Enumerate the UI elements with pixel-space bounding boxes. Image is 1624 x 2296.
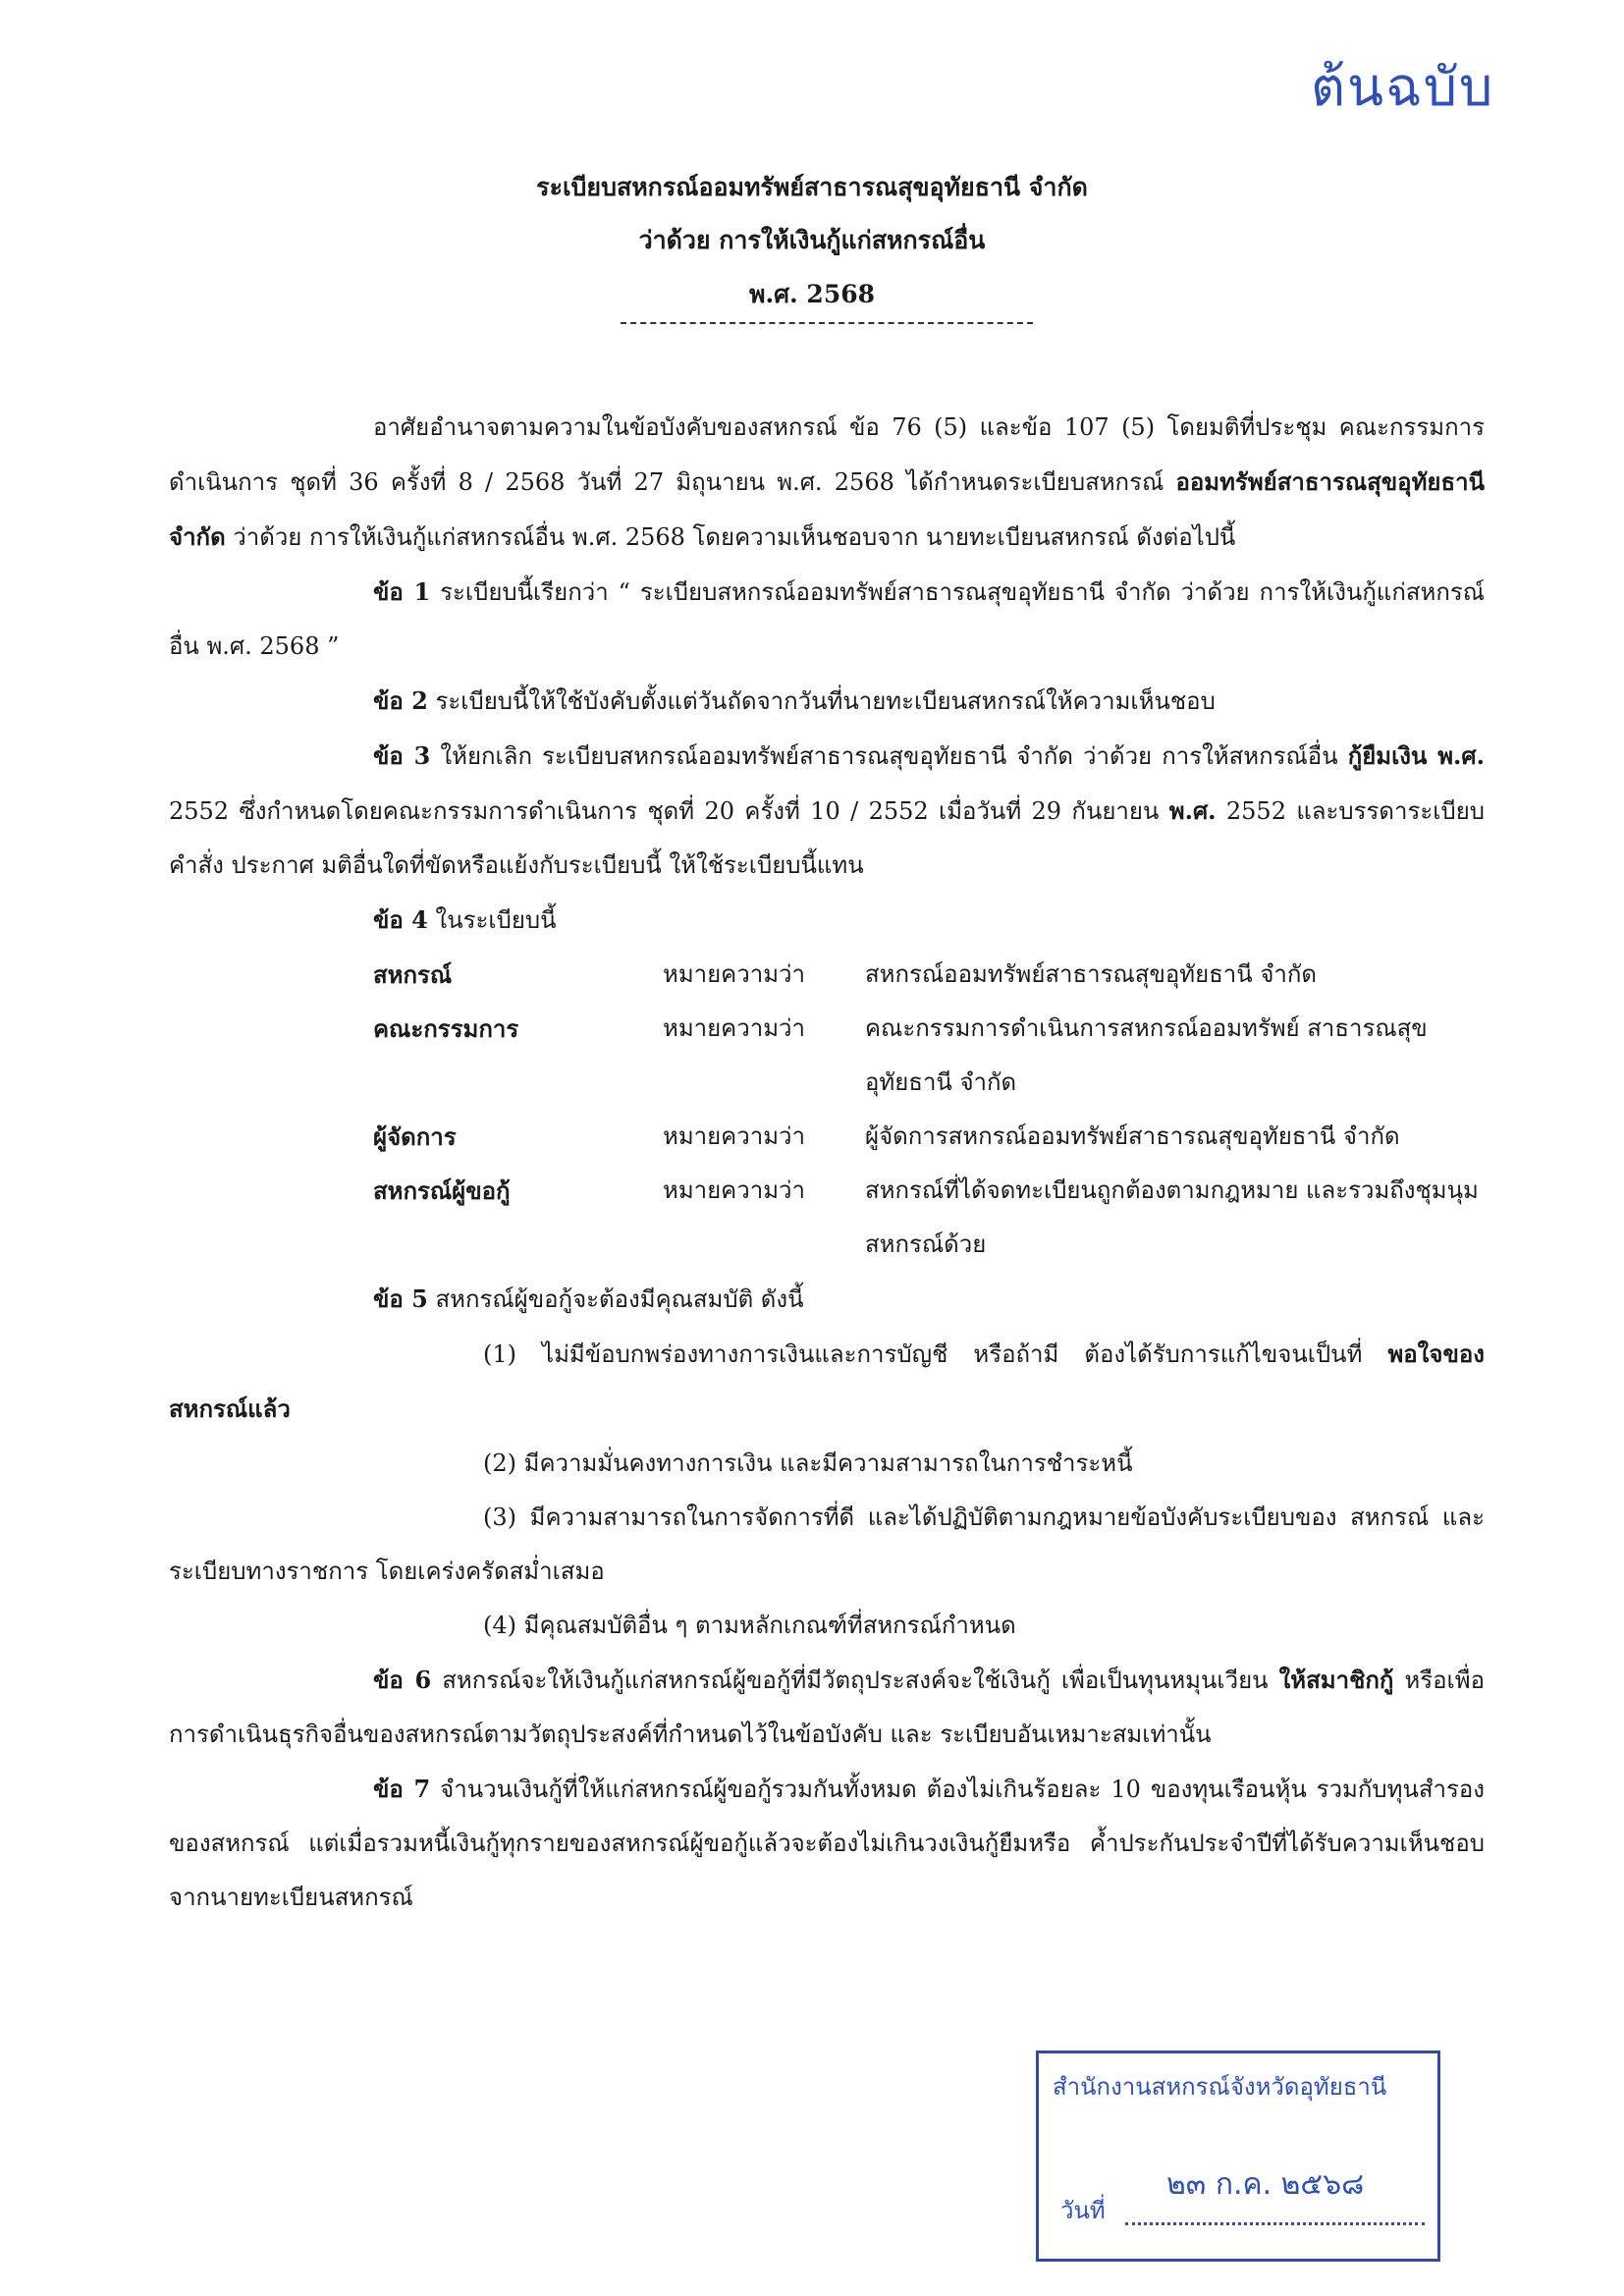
preamble-text-a: อาศัยอำนาจตามความในข้อบังคับของสหกรณ์ ข้อ 76 (5) และข้อ 107 (5) โดยมติที่ประชุม คณะกรรมการดำเนินการ ชุดที่ 36 ครั้งที่ 8 / 2568 วันที่ 27 มิถุนายน พ.ศ. 2568 ได้กำหนดระเบียบสหกรณ์ bbox=[169, 413, 1485, 496]
clause-2-text: ระเบียบนี้ให้ใช้บังคับตั้งแต่วันถัดจากวันที่นายทะเบียนสหกรณ์ให้ความเห็นชอบ bbox=[427, 687, 1216, 715]
clause-3 bbox=[169, 729, 1485, 893]
preamble bbox=[169, 401, 1485, 565]
clause-5-text: สหกรณ์ผู้ขอกู้จะต้องมีคุณสมบัติ ดังนี้ bbox=[427, 1285, 804, 1313]
definition-term: สหกรณ์ bbox=[373, 960, 453, 989]
clause-5-item bbox=[169, 1599, 1485, 1653]
definition-text: สหกรณ์ออมทรัพย์สาธารณสุขอุทัยธานี จำกัด bbox=[865, 960, 1317, 988]
clause-6-label: ข้อ 6 bbox=[373, 1666, 432, 1694]
clause-4-label: ข้อ 4 bbox=[373, 905, 428, 934]
clause-4 bbox=[169, 893, 1485, 948]
clause-3-text-c: 2552 ซึ่งกำหนดโดยคณะกรรมการดำเนินการ ชุดที่ 20 ครั้งที่ 10 / 2552 เมื่อวันที่ 29 กันยายน bbox=[169, 797, 1160, 825]
stamp-date-label: วันที่ bbox=[1060, 2197, 1106, 2224]
clause-6 bbox=[169, 1653, 1485, 1762]
definition-row bbox=[373, 1164, 1485, 1272]
clause-3-label: ข้อ 3 bbox=[373, 741, 431, 770]
document-title: ระเบียบสหกรณ์ออมทรัพย์สาธารณสุขอุทัยธานี จำกัด bbox=[536, 173, 1088, 201]
document-subtitle: ว่าด้วย การให้เงินกู้แก่สหกรณ์อื่น bbox=[638, 226, 986, 254]
definition-term: คณะกรรมการ bbox=[373, 1014, 519, 1043]
clause-7-label: ข้อ 7 bbox=[373, 1775, 431, 1803]
clause-1-label: ข้อ 1 bbox=[373, 577, 431, 606]
definition-means: หมายความว่า bbox=[663, 1014, 805, 1042]
clause-4-text: ในระเบียบนี้ bbox=[427, 906, 557, 934]
definition-means: หมายความว่า bbox=[663, 1176, 805, 1204]
clause-2 bbox=[169, 674, 1485, 729]
clause-6-text-a: สหกรณ์จะให้เงินกู้แก่สหกรณ์ผู้ขอกู้ที่มีวัตถุประสงค์จะใช้เงินกู้ เพื่อเป็นทุนหมุนเวียน bbox=[431, 1667, 1269, 1694]
clause-6-text-c: หรือเพื่อการดำเนินธุรกิจอื่นของสหกรณ์ตามวัตถุประสงค์ที่กำหนดไว้ในข้อบังคับ และ ระเบียบอันเหมาะสมเท่านั้น bbox=[169, 1667, 1485, 1748]
title-divider bbox=[621, 322, 1033, 324]
definition-means: หมายความว่า bbox=[663, 1122, 805, 1150]
clause-5-item-text: (3) มีความสามารถในการจัดการที่ดี และได้ปฏิบัติตามกฎหมายข้อบังคับระเบียบของ สหกรณ์ และระเบียบทางราชการ โดยเคร่งครัดสม่ำเสมอ bbox=[169, 1503, 1485, 1585]
clause-2-label: ข้อ 2 bbox=[373, 686, 428, 715]
clause-5-item-text: (2) มีความมั่นคงทางการเงิน และมีความสามารถในการชำระหนี้ bbox=[483, 1449, 1133, 1477]
document-body bbox=[169, 401, 1485, 1925]
definition-row bbox=[373, 948, 1485, 1002]
definition-text: สหกรณ์ที่ได้จดทะเบียนถูกต้องตามกฎหมาย และรวมถึงชุมนุมสหกรณ์ด้วย bbox=[865, 1176, 1479, 1258]
clause-5-item bbox=[169, 1327, 1485, 1437]
clause-7-text: จำนวนเงินกู้ที่ให้แก่สหกรณ์ผู้ขอกู้รวมกันทั้งหมด ต้องไม่เกินร้อยละ 10 ของทุนเรือนหุ้น รวมกับทุนสำรองของสหกรณ์ แต่เมื่อรวมหนี้เงินกู้ทุกรายของสหกรณ์ผู้ขอกู้แล้วจะต้องไม่เกินวงเงินกู้ยืมหรือ ค้ำประกันประจำปีที่ได้รับความเห็นชอบจากนายทะเบียนสหกรณ์ bbox=[169, 1776, 1486, 1911]
clause-3-text-d: พ.ศ. bbox=[1168, 796, 1217, 825]
clause-5-item-text: (4) มีคุณสมบัติอื่น ๆ ตามหลักเกณฑ์ที่สหกรณ์กำหนด bbox=[483, 1612, 1016, 1639]
clause-5-item bbox=[169, 1491, 1485, 1599]
stamp-office: สำนักงานสหกรณ์จังหวัดอุทัยธานี bbox=[1053, 2073, 1387, 2101]
clause-3-text-a: ให้ยกเลิก ระเบียบสหกรณ์ออมทรัพย์สาธารณสุขอุทัยธานี จำกัด ว่าด้วย การให้สหกรณ์อื่น bbox=[430, 742, 1338, 770]
definition-text: คณะกรรมการดำเนินการสหกรณ์ออมทรัพย์ สาธารณสุขอุทัยธานี จำกัด bbox=[865, 1014, 1428, 1096]
clause-1-text: ระเบียบนี้เรียกว่า “ ระเบียบสหกรณ์ออมทรัพย์สาธารณสุขอุทัยธานี จำกัด ว่าด้วย การให้เงินกู้แก่สหกรณ์อื่น พ.ศ. 2568 ” bbox=[169, 578, 1486, 660]
clause-5-label: ข้อ 5 bbox=[373, 1285, 428, 1313]
clause-6-text-b: ให้สมาชิกกู้ bbox=[1278, 1666, 1394, 1694]
clause-5-item-tail: พอใจของสหกรณ์แล้ว bbox=[169, 1339, 1485, 1423]
definition-row bbox=[373, 1110, 1485, 1164]
definition-row bbox=[373, 1002, 1485, 1110]
preamble-text-b: ออมทรัพย์สาธารณสุขอุทัยธานี จำกัด bbox=[169, 467, 1485, 551]
clause-7 bbox=[169, 1762, 1485, 1925]
clause-1 bbox=[169, 565, 1485, 674]
stamp-date-dots bbox=[1125, 2222, 1425, 2225]
clause-3-text-b: กู้ยืมเงิน พ.ศ. bbox=[1347, 741, 1485, 770]
definitions-list bbox=[169, 948, 1485, 1272]
clause-5-item bbox=[169, 1437, 1485, 1491]
definition-term: สหกรณ์ผู้ขอกู้ bbox=[373, 1176, 511, 1205]
definition-text: ผู้จัดการสหกรณ์ออมทรัพย์สาธารณสุขอุทัยธานี จำกัด bbox=[865, 1122, 1400, 1150]
preamble-text-c: ว่าด้วย การให้เงินกู้แก่สหกรณ์อื่น พ.ศ. 2568 โดยความเห็นชอบจาก นายทะเบียนสหกรณ์ ดังต่อไปนี้ bbox=[225, 523, 1236, 551]
definition-means: หมายความว่า bbox=[663, 960, 805, 988]
clause-5-item-text: (1) ไม่มีข้อบกพร่องทางการเงินและการบัญชี หรือถ้ามี ต้องได้รับการแก้ไขจนเป็นที่ bbox=[483, 1340, 1363, 1368]
stamp-date-value: ๒๓ ก.ค. ๒๕๖๘ bbox=[1166, 2167, 1365, 2202]
definition-term: ผู้จัดการ bbox=[373, 1122, 457, 1151]
document-year: พ.ศ. 2568 bbox=[748, 280, 876, 308]
received-stamp bbox=[1036, 2050, 1440, 2262]
clause-5 bbox=[169, 1272, 1485, 1327]
clause-3-text-e: 2552 และบรรดาระเบียบ คำสั่ง ประกาศ มติอื่นใดที่ขัดหรือแย้งกับระเบียบนี้ ให้ใช้ระเบียบนี้แทน bbox=[169, 797, 1486, 879]
original-copy-mark: ต้นฉบับ bbox=[1311, 56, 1495, 118]
